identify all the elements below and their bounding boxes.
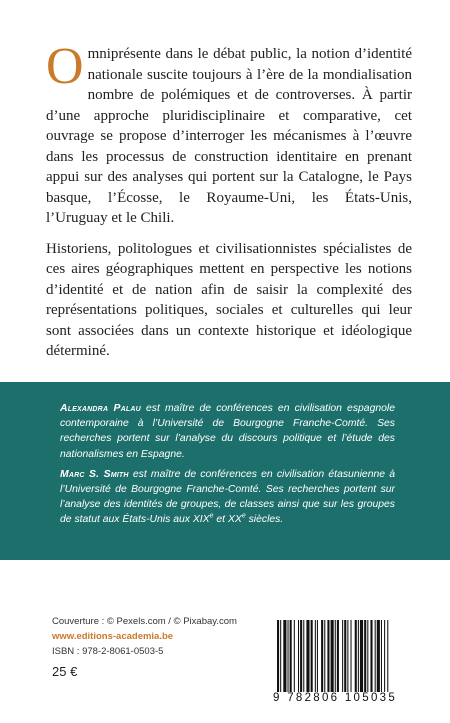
barcode-bar — [306, 620, 309, 692]
publisher-url[interactable]: www.editions-academia.be — [52, 631, 174, 642]
bio-end: siècles. — [245, 514, 284, 526]
barcode-bar — [367, 620, 368, 692]
back-cover-blurb — [46, 38, 412, 372]
barcode-bar — [290, 620, 292, 692]
barcode-bar — [364, 620, 366, 692]
barcode-bar — [324, 620, 325, 692]
bio-text-1: est maître de conférences en civilisation espagnole contemporaine à l’Université de Bourgogne Franche-Comté. Ses recherches portent sur l’analyse du discours politique et l’étude des nationalismes en Espagne. — [60, 403, 396, 460]
sup-2: e — [241, 512, 246, 520]
bio-mid: et XX — [213, 514, 242, 526]
barcode-bar — [360, 620, 363, 692]
barcode-bar — [335, 620, 336, 692]
author-name-1: Alexandra Palau — [60, 403, 141, 414]
barcode-bar — [300, 620, 302, 692]
barcode-bar — [280, 620, 281, 692]
barcode-bar — [298, 620, 299, 692]
barcode-bar — [358, 620, 359, 692]
barcode-bar — [381, 620, 382, 692]
drop-cap: O — [46, 38, 84, 95]
barcode-bar — [321, 620, 323, 692]
barcode-bar — [347, 620, 348, 692]
barcode-bar — [384, 620, 385, 692]
barcode-bar — [288, 620, 289, 692]
barcode-icon — [275, 620, 425, 692]
barcode-bar — [375, 620, 376, 692]
blurb-paragraph-2: Historiens, politologues et civilisationnistes spécialistes de ces aires géographiques mettent en perspective les notions d’identité et de nation afin de saisir la complexité des représentations politiques, sociales et culturelles qui leur sont associées dans un contexte historique et idéologique déterminé. — [46, 240, 412, 359]
barcode-bar — [327, 620, 329, 692]
bio-text-2: est maître de conférences en civilisation étasunienne à l’Université de Bourgogne Franche-Comté. Ses recherches portent sur l’analyse des identités de groupes, de classes ainsi que sur les groupes de statut aux États-Unis aux XIX — [60, 468, 395, 526]
barcode-bar — [331, 620, 334, 692]
author-name-2: Marc S. Smith — [60, 468, 129, 480]
bio-author-1 — [60, 401, 395, 462]
blurb-text-1: mniprésente dans le débat public, la notion d’identité nationale suscite toujours à l’ère de la mondialisation nombre de polémiques et de controverses. À partir d’une approche pluridisciplinaire et comparative, cet ouvrage se propose d’interroger les mécanismes à l’œuvre dans les processus de construction identitaire en prenant appui sur des analyses qui portent sur la Catalogne, le Pays basque, l’Écosse, le Royaume-Uni, les États-Unis, l’Uruguay et le Chili. — [46, 46, 412, 226]
barcode-bar — [294, 620, 295, 692]
barcode-bar — [337, 620, 339, 692]
barcode-bar — [370, 620, 372, 692]
cover-credits: Couverture : © Pexels.com / © Pixabay.com — [52, 616, 237, 627]
barcode-bar — [351, 620, 352, 692]
barcode-bar — [303, 620, 304, 692]
barcode-bar — [317, 620, 318, 692]
sup-1: e — [209, 512, 214, 520]
barcode-bar — [311, 620, 313, 692]
blurb-paragraph-1 — [46, 38, 412, 229]
barcode-bar — [342, 620, 343, 692]
price: 25 € — [52, 664, 78, 679]
barcode-bar — [355, 620, 357, 692]
barcode-bar — [344, 620, 346, 692]
barcode-bar — [315, 620, 316, 692]
barcode-digits: 9 782806 105035 — [273, 692, 398, 704]
barcode-bar — [387, 620, 388, 692]
barcode-bar — [277, 620, 279, 692]
barcode-bar — [283, 620, 286, 692]
isbn: ISBN : 978-2-8061-0503-5 — [52, 646, 164, 657]
author-bios — [60, 401, 395, 533]
barcode-bar — [377, 620, 380, 692]
bio-author-2 — [60, 467, 395, 528]
publisher-footer — [52, 614, 237, 679]
